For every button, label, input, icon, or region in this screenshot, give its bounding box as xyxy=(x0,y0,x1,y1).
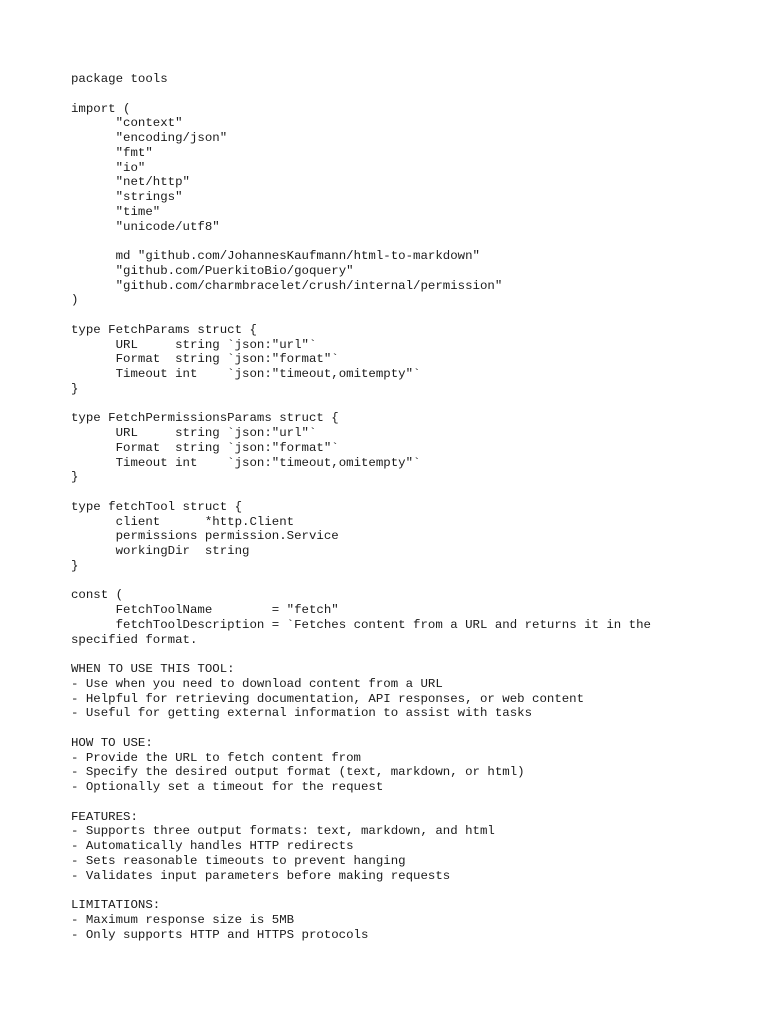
code-line: - Provide the URL to fetch content from xyxy=(71,750,361,765)
code-line: LIMITATIONS: xyxy=(71,898,161,912)
code-line xyxy=(71,87,751,102)
code-line: - Helpful for retrieving documentation, API responses, or web content xyxy=(71,691,585,706)
code-line: - Supports three output formats: text, markdown, and html xyxy=(71,824,495,839)
code-line: "net/http" xyxy=(71,175,190,190)
code-line: const ( xyxy=(71,588,124,603)
code-line: - Use when you need to download content from a URL xyxy=(71,676,443,691)
code-line xyxy=(71,721,751,736)
code-line: } xyxy=(71,558,79,573)
code-line: "fmt" xyxy=(71,145,153,160)
code-line: Timeout int `json:"timeout,omitempty"` xyxy=(71,455,421,470)
code-line: - Useful for getting external information to assist with tasks xyxy=(71,706,533,721)
code-line: "encoding/json" xyxy=(71,131,228,145)
code-line: import ( xyxy=(71,101,131,116)
code-line: - Sets reasonable timeouts to prevent hanging xyxy=(71,853,406,868)
code-line: FetchToolName = "fetch" xyxy=(71,603,339,617)
code-line xyxy=(71,485,751,500)
code-line: "github.com/charmbracelet/crush/internal/permission" xyxy=(71,278,503,293)
code-line: type FetchParams struct { xyxy=(71,322,257,337)
code-line: Format string `json:"format"` xyxy=(71,352,339,367)
code-line: URL string `json:"url"` xyxy=(71,426,317,440)
code-line: Format string `json:"format"` xyxy=(71,440,339,455)
code-line: } xyxy=(71,470,79,485)
code-line: } xyxy=(71,381,79,396)
code-line: "github.com/PuerkitoBio/goquery" xyxy=(71,263,354,278)
code-line: - Validates input parameters before making requests xyxy=(71,868,451,883)
code-line: fetchToolDescription = `Fetches content from a URL and returns it in the xyxy=(71,617,651,632)
code-line: md "github.com/JohannesKaufmann/html-to-markdown" xyxy=(71,249,480,263)
code-line: - Automatically handles HTTP redirects xyxy=(71,839,354,853)
code-line: package tools xyxy=(71,72,168,86)
code-line: "time" xyxy=(71,204,161,219)
code-line: workingDir string xyxy=(71,544,250,558)
code-line: type FetchPermissionsParams struct { xyxy=(71,411,339,426)
code-line: FEATURES: xyxy=(71,809,138,824)
code-line xyxy=(71,883,751,898)
code-line: URL string `json:"url"` xyxy=(71,337,317,352)
source-code-block xyxy=(71,72,751,942)
code-line: Timeout int `json:"timeout,omitempty"` xyxy=(71,367,421,381)
code-line: client *http.Client xyxy=(71,514,295,529)
code-line: specified format. xyxy=(71,632,198,647)
code-line xyxy=(71,308,751,323)
code-line: - Specify the desired output format (text, markdown, or html) xyxy=(71,765,525,780)
code-line: type fetchTool struct { xyxy=(71,499,243,514)
code-line: HOW TO USE: xyxy=(71,735,153,750)
code-line xyxy=(71,795,751,810)
code-line: WHEN TO USE THIS TOOL: xyxy=(71,662,235,676)
code-line xyxy=(71,397,751,412)
code-line: - Maximum response size is 5MB xyxy=(71,912,295,927)
code-line: - Only supports HTTP and HTTPS protocols xyxy=(71,927,369,942)
code-line: "context" xyxy=(71,116,183,131)
code-line xyxy=(71,647,751,662)
code-line xyxy=(71,234,751,249)
code-line: "io" xyxy=(71,160,146,175)
code-line: "unicode/utf8" xyxy=(71,219,220,234)
code-line: ) xyxy=(71,293,79,308)
code-line: "strings" xyxy=(71,190,183,204)
code-line xyxy=(71,574,751,589)
code-line: - Optionally set a timeout for the request xyxy=(71,780,384,794)
code-line: permissions permission.Service xyxy=(71,529,339,544)
